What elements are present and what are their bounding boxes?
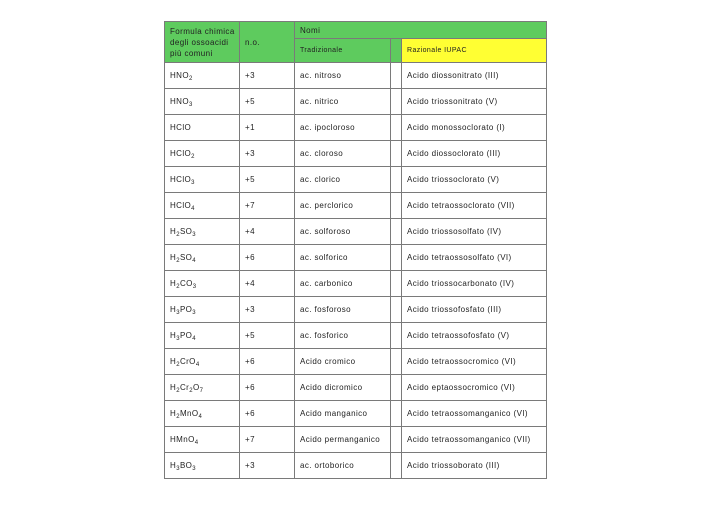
spacer-cell (391, 219, 402, 245)
spacer-cell (391, 167, 402, 193)
spacer-cell (391, 297, 402, 323)
formula-subscript: 3 (176, 466, 180, 472)
traditional-name-cell: Acido dicromico (295, 375, 391, 401)
traditional-name-cell: ac. perclorico (295, 193, 391, 219)
table-row (165, 297, 547, 323)
formula-text: H (170, 305, 177, 314)
table-row (165, 193, 547, 219)
formula-cell (165, 453, 240, 479)
header-spacer (391, 39, 402, 63)
formula-subscript: 2 (176, 388, 180, 394)
spacer-cell (391, 271, 402, 297)
traditional-name-cell: ac. ipocloroso (295, 115, 391, 141)
formula-subscript: 2 (176, 414, 180, 420)
spacer-cell (391, 89, 402, 115)
table-row (165, 453, 547, 479)
formula-cell (165, 167, 240, 193)
formula-text: HClO (170, 175, 192, 184)
formula-text: MnO (179, 409, 199, 418)
header-oxidation-number: n.o. (240, 22, 295, 63)
formula-text: H (170, 383, 177, 392)
traditional-name-cell: ac. nitrico (295, 89, 391, 115)
traditional-name-cell: Acido manganico (295, 401, 391, 427)
formula-subscript: 4 (198, 414, 203, 420)
oxidation-number-cell: +3 (240, 297, 295, 323)
formula-text: H (170, 253, 177, 262)
spacer-cell (391, 115, 402, 141)
table-row (165, 115, 547, 141)
traditional-name-cell: ac. solforoso (295, 219, 391, 245)
oxoacids-table (164, 21, 547, 479)
table-row (165, 63, 547, 89)
oxidation-number-cell: +7 (240, 427, 295, 453)
table-row (165, 167, 547, 193)
header-formula-line2: degli ossoacidi (170, 37, 229, 47)
oxidation-number-cell: +4 (240, 219, 295, 245)
iupac-name-cell: Acido triossosolfato (IV) (402, 219, 547, 245)
spacer-cell (391, 427, 402, 453)
iupac-name-cell: Acido triossofosfato (III) (402, 297, 547, 323)
traditional-name-cell: Acido cromico (295, 349, 391, 375)
oxidation-number-cell: +5 (240, 323, 295, 349)
oxidation-number-cell: +5 (240, 89, 295, 115)
formula-subscript: 4 (195, 362, 200, 368)
traditional-name-cell: ac. cloroso (295, 141, 391, 167)
formula-text: H (170, 279, 177, 288)
oxidation-number-cell: +7 (240, 193, 295, 219)
spacer-cell (391, 141, 402, 167)
spacer-cell (391, 375, 402, 401)
traditional-name-cell: ac. ortoborico (295, 453, 391, 479)
formula-subscript: 2 (176, 362, 180, 368)
formula-cell (165, 193, 240, 219)
formula-cell (165, 141, 240, 167)
oxidation-number-cell: +1 (240, 115, 295, 141)
formula-text: PO (179, 305, 193, 314)
formula-text: Cr (179, 383, 190, 392)
formula-subscript: 3 (188, 102, 193, 108)
header-names: Nomi (295, 22, 547, 39)
formula-text: CO (179, 279, 193, 288)
iupac-name-cell: Acido tetraossomanganico (VI) (402, 401, 547, 427)
oxidation-number-cell: +3 (240, 141, 295, 167)
table-row (165, 245, 547, 271)
table-row (165, 349, 547, 375)
formula-subscript: 2 (189, 388, 193, 394)
oxidation-number-cell: +3 (240, 63, 295, 89)
formula-text: H (170, 357, 177, 366)
formula-cell (165, 323, 240, 349)
iupac-name-cell: Acido triossoclorato (V) (402, 167, 547, 193)
iupac-name-cell: Acido tetraossocromico (VI) (402, 349, 547, 375)
oxidation-number-cell: +4 (240, 271, 295, 297)
formula-text: HClO (170, 123, 192, 132)
header-traditional: Tradizionale (295, 39, 391, 63)
formula-text: H (170, 331, 177, 340)
header-formula-line1: Formula chimica (170, 26, 235, 36)
formula-subscript: 3 (192, 310, 197, 316)
iupac-name-cell: Acido tetraossosolfato (VI) (402, 245, 547, 271)
formula-cell (165, 63, 240, 89)
formula-subscript: 3 (192, 284, 197, 290)
iupac-name-cell: Acido tetraossomanganico (VII) (402, 427, 547, 453)
spacer-cell (391, 63, 402, 89)
formula-subscript: 3 (191, 180, 195, 186)
formula-cell (165, 427, 240, 453)
formula-text: BO (179, 461, 193, 470)
iupac-name-cell: Acido triossoborato (III) (402, 453, 547, 479)
oxidation-number-cell: +3 (240, 453, 295, 479)
spacer-cell (391, 349, 402, 375)
formula-text: H (170, 461, 177, 470)
formula-cell (165, 271, 240, 297)
iupac-name-cell: Acido tetraossoclorato (VII) (402, 193, 547, 219)
table-row (165, 89, 547, 115)
spacer-cell (391, 193, 402, 219)
iupac-name-cell: Acido diossonitrato (III) (402, 63, 547, 89)
formula-text: O (192, 383, 200, 392)
formula-cell (165, 375, 240, 401)
traditional-name-cell: ac. solforico (295, 245, 391, 271)
formula-cell (165, 115, 240, 141)
formula-cell (165, 219, 240, 245)
formula-subscript: 3 (192, 466, 197, 472)
iupac-name-cell: Acido monossoclorato (I) (402, 115, 547, 141)
traditional-name-cell: ac. fosforoso (295, 297, 391, 323)
formula-subscript: 3 (176, 336, 180, 342)
formula-subscript: 2 (176, 258, 180, 264)
formula-subscript: 3 (192, 232, 197, 238)
oxidation-number-cell: +5 (240, 167, 295, 193)
traditional-name-cell: ac. clorico (295, 167, 391, 193)
formula-subscript: 4 (192, 336, 197, 342)
header-iupac: Razionale IUPAC (402, 39, 547, 63)
spacer-cell (391, 245, 402, 271)
oxidation-number-cell: +6 (240, 375, 295, 401)
formula-text: PO (179, 331, 193, 340)
oxidation-number-cell: +6 (240, 245, 295, 271)
formula-text: H (170, 227, 177, 236)
formula-cell (165, 89, 240, 115)
iupac-name-cell: Acido diossoclorato (III) (402, 141, 547, 167)
iupac-name-cell: Acido tetraossofosfato (V) (402, 323, 547, 349)
formula-text: HNO (170, 71, 189, 80)
spacer-cell (391, 323, 402, 349)
traditional-name-cell: ac. nitroso (295, 63, 391, 89)
formula-text: SO (179, 227, 193, 236)
iupac-name-cell: Acido eptaossocromico (VI) (402, 375, 547, 401)
formula-subscript: 2 (188, 76, 193, 82)
table-row (165, 375, 547, 401)
formula-text: HClO (170, 201, 192, 210)
formula-subscript: 3 (176, 310, 180, 316)
formula-subscript: 2 (176, 232, 180, 238)
oxidation-number-cell: +6 (240, 401, 295, 427)
table-row (165, 401, 547, 427)
table-row (165, 219, 547, 245)
table-row (165, 427, 547, 453)
formula-cell (165, 401, 240, 427)
header-row-top (165, 22, 547, 39)
oxidation-number-cell: +6 (240, 349, 295, 375)
formula-text: H (170, 409, 177, 418)
formula-text: CrO (179, 357, 196, 366)
formula-text: SO (179, 253, 193, 262)
table-row (165, 141, 547, 167)
traditional-name-cell: Acido permanganico (295, 427, 391, 453)
formula-text: HMnO (170, 435, 195, 444)
iupac-name-cell: Acido triossocarbonato (IV) (402, 271, 547, 297)
formula-subscript: 2 (191, 154, 195, 160)
spacer-cell (391, 453, 402, 479)
formula-subscript: 4 (194, 440, 199, 446)
formula-subscript: 4 (191, 206, 195, 212)
formula-cell (165, 297, 240, 323)
traditional-name-cell: ac. fosforico (295, 323, 391, 349)
formula-subscript: 4 (192, 258, 197, 264)
formula-cell (165, 245, 240, 271)
formula-subscript: 7 (199, 388, 204, 394)
table-row (165, 323, 547, 349)
header-formula-line3: più comuni (170, 48, 213, 58)
formula-text: HClO (170, 149, 192, 158)
iupac-name-cell: Acido triossonitrato (V) (402, 89, 547, 115)
header-formula (165, 22, 240, 63)
traditional-name-cell: ac. carbonico (295, 271, 391, 297)
table-row (165, 271, 547, 297)
formula-text: HNO (170, 97, 189, 106)
formula-subscript: 2 (176, 284, 180, 290)
spacer-cell (391, 401, 402, 427)
formula-cell (165, 349, 240, 375)
